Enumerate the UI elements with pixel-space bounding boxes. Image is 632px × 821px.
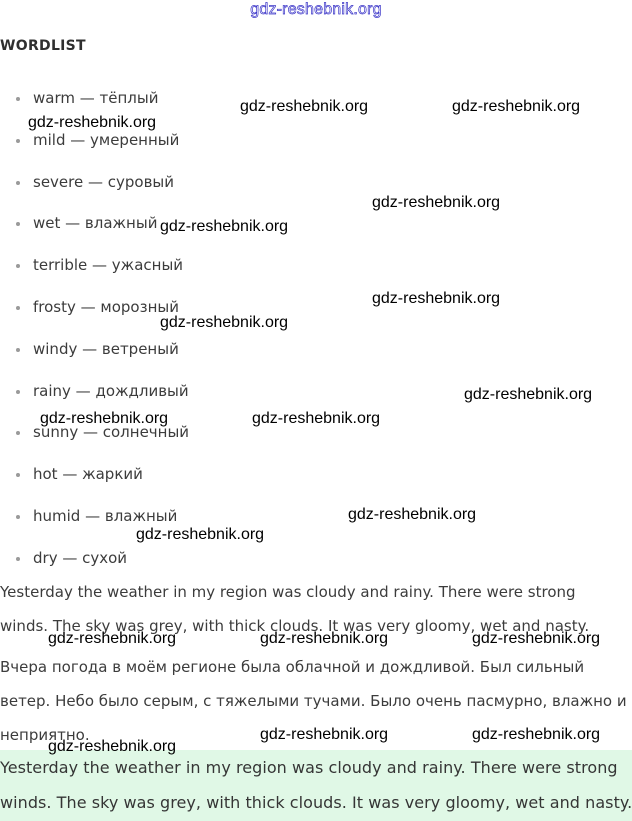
list-item-text: hot — жаркий [33,465,143,484]
watermark: gdz-reshebnik.org [28,114,157,131]
watermark: gdz-reshebnik.org [260,726,389,743]
watermark: gdz-reshebnik.org [48,630,177,647]
paragraph-line: неприятно. [0,726,90,744]
wordlist-heading: WORDLIST [0,38,86,54]
site-header[interactable]: gdz-reshebnik.org [250,1,382,18]
watermark: gdz-reshebnik.org [252,410,381,427]
list-item-text: sunny — солнечный [33,423,190,442]
watermark: gdz-reshebnik.org [136,526,265,543]
watermark: gdz-reshebnik.org [472,726,601,743]
list-item-text: humid — влажный [33,506,178,525]
bullet-icon [16,264,20,268]
bullet-icon [16,557,20,561]
paragraph-line: Yesterday the weather in my region was cloudy and rainy. There were strong [0,758,618,777]
list-item-text: frosty — морозный [33,297,179,316]
paragraph-line: ветер. Небо было серым, с тяжелыми тучами. Было очень пасмурно, влажно и [0,692,627,710]
paragraph-line: winds. The sky was grey, with thick clouds. It was very gloomy, wet and nasty. [0,793,632,812]
list-item [0,253,189,295]
paragraph-line: Вчера погода в моём регионе была облачной и дождливой. Был сильный [0,658,585,676]
list-item [0,462,189,504]
watermark: gdz-reshebnik.org [372,194,501,211]
bullet-icon [16,222,20,226]
bullet-icon [16,515,20,519]
list-item-text: windy — ветреный [33,339,179,358]
bullet-icon [16,139,20,143]
list-item [0,337,189,379]
bullet-icon [16,348,20,352]
wordlist [0,86,189,588]
watermark: gdz-reshebnik.org [240,98,369,115]
bullet-icon [16,306,20,310]
list-item-text: wet — влажный [33,214,158,233]
list-item-text: warm — тёплый [33,89,159,107]
list-item-text: dry — сухой [33,548,128,567]
bullet-icon [16,390,20,394]
watermark: gdz-reshebnik.org [464,386,593,403]
bullet-icon [16,181,20,185]
watermark: gdz-reshebnik.org [372,290,501,307]
watermark: gdz-reshebnik.org [48,738,177,755]
watermark: gdz-reshebnik.org [472,630,601,647]
watermark: gdz-reshebnik.org [160,218,289,235]
watermark: gdz-reshebnik.org [160,314,289,331]
list-item-text: rainy — дождливый [33,381,189,400]
bullet-icon [16,473,20,477]
paragraph-highlighted [0,750,632,821]
watermark: gdz-reshebnik.org [40,410,169,427]
list-item-text: mild — умеренный [33,130,180,149]
paragraph-line: winds. The sky was grey, with thick clouds. It was very gloomy, wet and nasty. [0,617,590,635]
list-item-text: severe — суровый [33,172,175,191]
bullet-icon [16,431,20,435]
list-item-text: terrible — ужасный [33,256,184,275]
list-item [0,170,189,212]
watermark: gdz-reshebnik.org [452,98,581,115]
paragraph-line: Yesterday the weather in my region was cloudy and rainy. There were strong [0,583,576,601]
watermark: gdz-reshebnik.org [260,630,389,647]
watermark: gdz-reshebnik.org [348,506,477,523]
bullet-icon [16,97,20,101]
list-item [0,128,189,170]
